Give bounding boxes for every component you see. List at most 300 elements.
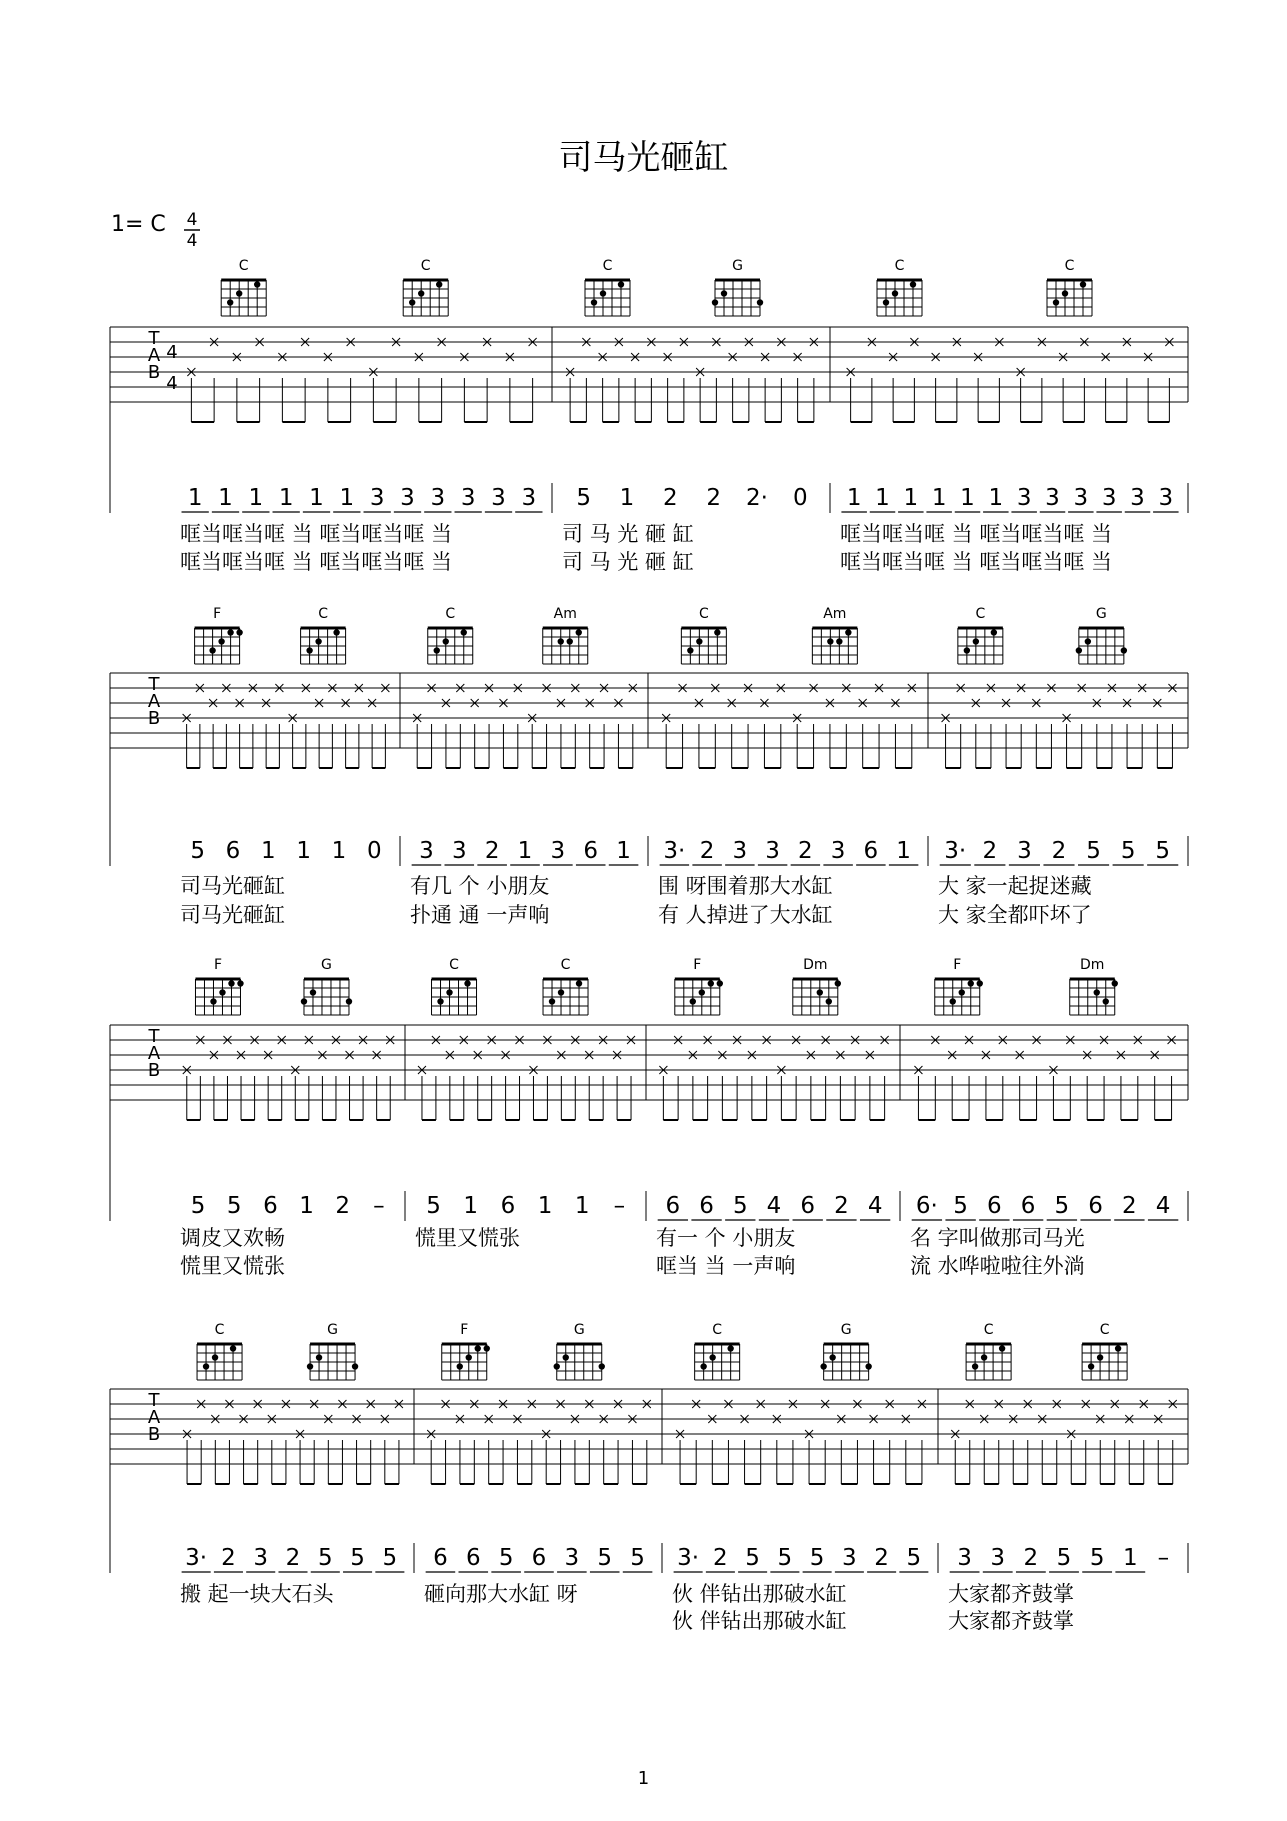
chord-finger-dot — [699, 989, 705, 995]
jianpu-note: 3 — [550, 838, 566, 864]
jianpu-note: 2 — [484, 838, 500, 864]
chord-name: C — [1099, 1322, 1110, 1338]
chord-name: Dm — [803, 957, 828, 973]
jianpu-note: 3· — [185, 1545, 208, 1571]
jianpu-note: 3 — [957, 1545, 972, 1571]
jianpu-note: 3 — [400, 485, 415, 511]
chord-finger-dot — [1088, 1363, 1094, 1369]
measure — [180, 258, 542, 574]
chord-name: C — [318, 606, 328, 622]
system — [110, 957, 1188, 1278]
jianpu-note: 3 — [419, 838, 434, 864]
jianpu-note: 5 — [317, 1545, 333, 1571]
tab-clef-letter: T — [148, 328, 160, 349]
lyric-line-2: 流 水哗啦啦往外淌 — [910, 1254, 1085, 1278]
chord-finger-dot — [712, 299, 718, 305]
jianpu-note: 6 — [263, 1193, 278, 1219]
chord-finger-dot — [950, 998, 956, 1004]
jianpu-note: 3 — [451, 838, 467, 864]
jianpu-note: 1 — [846, 485, 862, 511]
jianpu-note: 1 — [218, 485, 233, 511]
tab-clef-letter: A — [147, 345, 161, 366]
jianpu-note: 6 — [433, 1545, 448, 1571]
chord-finger-dot — [714, 629, 720, 635]
chord-finger-dot — [443, 638, 449, 644]
measure — [180, 957, 394, 1278]
lyric-line-1: 司马光砸缸 — [180, 874, 285, 898]
chord-finger-dot — [1103, 998, 1109, 1004]
chord-name: C — [983, 1322, 994, 1338]
chord-finger-dot — [333, 629, 339, 635]
jianpu-note: 2 — [1023, 1545, 1039, 1571]
chord-finger-dot — [591, 299, 597, 305]
lyric-line-1: 调皮又欢畅 — [180, 1226, 285, 1250]
chord-finger-dot — [845, 629, 851, 635]
jianpu-note: 3 — [1073, 485, 1089, 511]
lyric-line-1: 哐当哐当哐 当 哐当哐当哐 当 — [840, 522, 1113, 546]
chord-finger-dot — [981, 1354, 987, 1360]
chord-finger-dot — [307, 1363, 313, 1369]
jianpu-note: 5 — [1086, 838, 1101, 864]
chord-finger-dot — [1085, 638, 1091, 644]
chord-finger-dot — [817, 989, 823, 995]
lyric-line-1: 慌里又慌张 — [415, 1226, 520, 1250]
chord-finger-dot — [708, 980, 714, 986]
chord-finger-dot — [227, 299, 233, 305]
chord-finger-dot — [717, 980, 723, 986]
tab-clef-letter: B — [147, 362, 161, 383]
tab-clef-letter: B — [147, 708, 161, 729]
jianpu-note: 6 — [583, 838, 599, 864]
lyric-line-2: 扑通 通 一声响 — [410, 903, 550, 927]
measure — [938, 606, 1178, 927]
chord-finger-dot — [484, 1345, 490, 1351]
jianpu-note: 1 — [309, 485, 324, 511]
lyric-line-1: 搬 起一块大石头 — [180, 1582, 334, 1606]
chord-name: C — [894, 258, 905, 274]
tab-time-bottom: 4 — [166, 373, 178, 394]
jianpu-note: 5 — [906, 1545, 922, 1571]
chord-finger-dot — [475, 1345, 481, 1351]
jianpu-note: 5 — [1089, 1545, 1105, 1571]
time-signature-top: 4 — [186, 210, 198, 230]
chord-finger-dot — [436, 281, 442, 287]
jianpu-note: 1 — [339, 485, 355, 511]
jianpu-note: 3 — [430, 485, 446, 511]
chord-finger-dot — [865, 1363, 871, 1369]
chord-name: Am — [553, 606, 577, 622]
key-signature: 1= C — [111, 212, 166, 237]
chord-finger-dot — [1080, 281, 1086, 287]
chord-finger-dot — [1121, 647, 1127, 653]
jianpu-note: 1 — [960, 485, 975, 511]
jianpu-note: 1 — [1122, 1545, 1138, 1571]
jianpu-note: 3 — [491, 485, 506, 511]
chord-finger-dot — [236, 290, 242, 296]
chord-finger-dot — [618, 281, 624, 287]
page-number: 1 — [637, 1768, 650, 1789]
chord-name: F — [213, 957, 223, 973]
chord-name: C — [420, 258, 431, 274]
chord-finger-dot — [1112, 980, 1118, 986]
chord-finger-dot — [563, 1354, 569, 1360]
chord-name: G — [321, 957, 332, 973]
jianpu-note: 5 — [777, 1545, 793, 1571]
chord-finger-dot — [227, 629, 233, 635]
tab-clef-letter: T — [148, 674, 160, 695]
chord-finger-dot — [434, 647, 440, 653]
chord-finger-dot — [1053, 299, 1059, 305]
chord-name: G — [1095, 606, 1107, 622]
lyric-line-1: 司 马 光 砸 缸 — [562, 522, 694, 546]
jianpu-note: 6· — [915, 1193, 938, 1219]
chord-name: G — [732, 258, 743, 274]
jianpu-note: 3 — [1158, 485, 1174, 511]
lyric-line-1: 砸向那大水缸 呀 — [424, 1582, 578, 1606]
jianpu-note: 2 — [798, 838, 813, 864]
chord-finger-dot — [892, 290, 898, 296]
chord-finger-dot — [709, 1354, 715, 1360]
jianpu-note: 2 — [982, 838, 998, 864]
chord-finger-dot — [757, 299, 763, 305]
measure — [415, 957, 635, 1250]
lyric-line-1: 围 呀围着那大水缸 — [658, 874, 833, 898]
jianpu-note: 3· — [663, 838, 686, 864]
chord-name: G — [327, 1322, 338, 1338]
jianpu-note: 1 — [331, 838, 347, 864]
jianpu-note: 0 — [367, 838, 382, 864]
chord-finger-dot — [464, 980, 470, 986]
jianpu-note: 2 — [706, 485, 721, 511]
jianpu-note: 5 — [426, 1193, 441, 1219]
jianpu-note: 3 — [830, 838, 846, 864]
chord-finger-dot — [254, 281, 260, 287]
measure — [840, 258, 1179, 574]
jianpu-note: 3 — [842, 1545, 857, 1571]
jianpu-note: 2 — [699, 838, 715, 864]
jianpu-note: 2 — [1051, 838, 1067, 864]
jianpu-note: 5 — [382, 1545, 398, 1571]
jianpu-note: 5 — [350, 1545, 365, 1571]
tab-time-top: 4 — [166, 342, 178, 363]
jianpu-note: 1 — [619, 485, 635, 511]
jianpu-note: 5 — [498, 1545, 514, 1571]
jianpu-note: 6 — [800, 1193, 816, 1219]
jianpu-note: 1 — [875, 485, 890, 511]
chord-finger-dot — [1076, 647, 1082, 653]
jianpu-note: 4 — [867, 1193, 883, 1219]
jianpu-note: 1 — [463, 1193, 479, 1219]
chord-finger-dot — [599, 1363, 605, 1369]
measure — [180, 606, 389, 927]
jianpu-note: 2 — [874, 1545, 889, 1571]
jianpu-note: 5 — [732, 1193, 748, 1219]
tab-clef-letter: B — [147, 1060, 161, 1081]
chord-name: G — [573, 1322, 585, 1338]
jianpu-note: 5 — [1054, 1193, 1070, 1219]
chord-finger-dot — [315, 638, 321, 644]
chord-finger-dot — [409, 299, 415, 305]
lyric-line-2: 哐当哐当哐 当 哐当哐当哐 当 — [180, 550, 453, 574]
chord-finger-dot — [418, 290, 424, 296]
jianpu-note: 5 — [1155, 838, 1171, 864]
chord-name: F — [213, 606, 222, 622]
jianpu-note: 5 — [1056, 1545, 1072, 1571]
chord-name: Am — [823, 606, 847, 622]
jianpu-note: 3 — [1101, 485, 1117, 511]
chord-finger-dot — [1097, 1354, 1103, 1360]
jianpu-note: 3 — [369, 485, 385, 511]
measure — [410, 606, 638, 927]
jianpu-note: 1 — [261, 838, 276, 864]
jianpu-note: 1 — [903, 485, 919, 511]
jianpu-note: 1 — [299, 1193, 314, 1219]
chord-finger-dot — [826, 998, 832, 1004]
system — [110, 258, 1188, 574]
chord-finger-dot — [558, 989, 564, 995]
jianpu-note: 1 — [988, 485, 1004, 511]
jianpu-note: 6 — [699, 1193, 714, 1219]
jianpu-note: 3 — [253, 1545, 269, 1571]
chord-finger-dot — [690, 998, 696, 1004]
lyric-line-2: 慌里又慌张 — [180, 1254, 285, 1278]
jianpu-note: 4 — [1155, 1193, 1171, 1219]
lyric-line-1: 有几 个 小朋友 — [410, 874, 550, 898]
chord-finger-dot — [576, 629, 582, 635]
chord-finger-dot — [1062, 290, 1068, 296]
jianpu-note: 0 — [793, 485, 808, 511]
chord-name: C — [712, 1322, 723, 1338]
jianpu-note: 4 — [766, 1193, 782, 1219]
jianpu-note: – — [373, 1193, 385, 1219]
chord-finger-dot — [991, 629, 997, 635]
chord-finger-dot — [836, 638, 842, 644]
chord-name: F — [693, 957, 702, 973]
jianpu-note: 6 — [1020, 1193, 1036, 1219]
chord-finger-dot — [212, 1354, 218, 1360]
chord-name: C — [449, 957, 459, 973]
chord-finger-dot — [576, 980, 582, 986]
jianpu-note: 1 — [517, 838, 533, 864]
chord-finger-dot — [820, 1363, 826, 1369]
jianpu-note: 3 — [460, 485, 476, 511]
chord-name: F — [953, 957, 962, 973]
chord-finger-dot — [210, 998, 216, 1004]
chord-finger-dot — [558, 638, 564, 644]
chord-finger-dot — [549, 998, 555, 1004]
jianpu-note: 3 — [1017, 838, 1032, 864]
jianpu-note: 5 — [190, 1193, 206, 1219]
jianpu-note: 6 — [863, 838, 879, 864]
chord-finger-dot — [554, 1363, 560, 1369]
jianpu-note: 6 — [1088, 1193, 1103, 1219]
jianpu-note: 3 — [1045, 485, 1060, 511]
chord-finger-dot — [352, 1363, 358, 1369]
lyric-line-1: 哐当哐当哐 当 哐当哐当哐 当 — [180, 522, 453, 546]
tab-clef-letter: T — [148, 1026, 160, 1047]
lyric-line-2: 有 人掉进了大水缸 — [658, 903, 833, 927]
measure — [658, 606, 918, 927]
chord-finger-dot — [461, 629, 467, 635]
jianpu-note: 1 — [187, 485, 203, 511]
chord-finger-dot — [446, 989, 452, 995]
tab-clef-letter: B — [147, 1424, 161, 1445]
jianpu-note: – — [1157, 1545, 1170, 1571]
jianpu-note: 3 — [521, 485, 537, 511]
chord-name: Dm — [1080, 957, 1105, 973]
jianpu-note: 1 — [896, 838, 911, 864]
lyric-line-1: 大 家一起捉迷藏 — [938, 874, 1092, 898]
lyric-line-1: 名 字叫做那司马光 — [910, 1226, 1085, 1250]
measure — [910, 957, 1178, 1278]
tab-clef-letter: A — [147, 691, 161, 712]
chord-finger-dot — [237, 980, 243, 986]
jianpu-note: 3· — [944, 838, 967, 864]
chord-finger-dot — [219, 989, 225, 995]
chord-finger-dot — [228, 980, 234, 986]
chord-name: C — [602, 258, 613, 274]
chord-finger-dot — [972, 1363, 978, 1369]
tab-clef-letter: T — [148, 1390, 160, 1411]
lyric-line-2: 伙 伴钻出那破水缸 — [672, 1609, 847, 1633]
jianpu-note: 1 — [537, 1193, 553, 1219]
system — [110, 606, 1188, 927]
jianpu-note: 2 — [663, 485, 678, 511]
chord-finger-dot — [567, 638, 573, 644]
chord-name: C — [560, 957, 571, 973]
lyric-line-1: 伙 伴钻出那破水缸 — [672, 1582, 847, 1606]
jianpu-note: 1 — [248, 485, 264, 511]
chord-finger-dot — [835, 980, 841, 986]
jianpu-note: 2· — [746, 485, 768, 511]
chord-finger-dot — [316, 1354, 322, 1360]
jianpu-note: 1 — [931, 485, 947, 511]
lyric-line-2: 哐当 当 一声响 — [656, 1254, 796, 1278]
chord-finger-dot — [687, 647, 693, 653]
jianpu-note: 3· — [677, 1545, 700, 1571]
chord-name: C — [975, 606, 986, 622]
tab-clef-letter: A — [147, 1043, 161, 1064]
chord-name: C — [214, 1322, 225, 1338]
chord-finger-dot — [209, 647, 215, 653]
jianpu-note: 2 — [834, 1193, 849, 1219]
chord-finger-dot — [437, 998, 443, 1004]
tab-clef-letter: A — [147, 1407, 161, 1428]
jianpu-note: 6 — [665, 1193, 681, 1219]
song-title: 司马光砸缸 — [558, 138, 729, 178]
chord-finger-dot — [721, 290, 727, 296]
chord-finger-dot — [910, 281, 916, 287]
measure — [948, 1322, 1177, 1633]
chord-finger-dot — [310, 989, 316, 995]
chord-finger-dot — [973, 638, 979, 644]
chord-finger-dot — [999, 1345, 1005, 1351]
lyric-line-2: 哐当哐当哐 当 哐当哐当哐 当 — [840, 550, 1113, 574]
chord-name: F — [460, 1322, 469, 1338]
system — [110, 1322, 1188, 1633]
chord-name: C — [445, 606, 456, 622]
chord-finger-dot — [218, 638, 224, 644]
jianpu-note: 3 — [1130, 485, 1145, 511]
lyric-line-2: 司马光砸缸 — [180, 903, 285, 927]
jianpu-note: 6 — [465, 1545, 481, 1571]
jianpu-note: 5 — [576, 485, 591, 511]
chord-finger-dot — [727, 1345, 733, 1351]
lyric-line-1: 大家都齐鼓掌 — [948, 1582, 1074, 1606]
measure — [672, 1322, 928, 1633]
lyric-line-2: 大家都齐鼓掌 — [948, 1609, 1074, 1633]
jianpu-note: – — [613, 1193, 626, 1219]
jianpu-note: 1 — [616, 838, 631, 864]
jianpu-note: 6 — [987, 1193, 1002, 1219]
jianpu-note: 5 — [809, 1545, 825, 1571]
chord-finger-dot — [230, 1345, 236, 1351]
jianpu-note: 3 — [732, 838, 748, 864]
chord-finger-dot — [696, 638, 702, 644]
jianpu-note: 3 — [564, 1545, 580, 1571]
jianpu-note: 3 — [1016, 485, 1032, 511]
chord-name: G — [840, 1322, 852, 1338]
chord-finger-dot — [236, 629, 242, 635]
chord-name: C — [1064, 258, 1075, 274]
chord-finger-dot — [306, 647, 312, 653]
chord-finger-dot — [466, 1354, 472, 1360]
jianpu-note: 2 — [713, 1545, 728, 1571]
chord-finger-dot — [301, 998, 307, 1004]
chord-finger-dot — [829, 1354, 835, 1360]
jianpu-note: 1 — [296, 838, 311, 864]
jianpu-note: 6 — [225, 838, 241, 864]
chord-name: C — [698, 606, 709, 622]
jianpu-note: 3 — [765, 838, 780, 864]
measure — [656, 957, 890, 1278]
jianpu-note: 5 — [597, 1545, 613, 1571]
lyric-line-2: 司 马 光 砸 缸 — [562, 550, 694, 574]
chord-finger-dot — [457, 1363, 463, 1369]
chord-finger-dot — [1115, 1345, 1121, 1351]
jianpu-note: 5 — [953, 1193, 968, 1219]
chord-finger-dot — [964, 647, 970, 653]
chord-finger-dot — [827, 638, 833, 644]
chord-finger-dot — [883, 299, 889, 305]
chord-finger-dot — [977, 980, 983, 986]
jianpu-note: 5 — [190, 838, 205, 864]
chord-name: C — [238, 258, 249, 274]
jianpu-note: 2 — [1122, 1193, 1137, 1219]
jianpu-note: 2 — [335, 1193, 351, 1219]
chord-finger-dot — [600, 290, 606, 296]
measure — [562, 258, 818, 574]
chord-finger-dot — [700, 1363, 706, 1369]
jianpu-note: 1 — [278, 485, 294, 511]
jianpu-note: 5 — [1120, 838, 1136, 864]
chord-finger-dot — [203, 1363, 209, 1369]
chord-finger-dot — [968, 980, 974, 986]
chord-finger-dot — [346, 998, 352, 1004]
chord-finger-dot — [1094, 989, 1100, 995]
lyric-line-2: 大 家全都吓坏了 — [938, 903, 1092, 927]
lyric-line-1: 有一 个 小朋友 — [656, 1226, 796, 1250]
jianpu-note: 5 — [226, 1193, 242, 1219]
chord-finger-dot — [959, 989, 965, 995]
jianpu-note: 5 — [630, 1545, 645, 1571]
jianpu-note: 6 — [500, 1193, 516, 1219]
jianpu-note: 6 — [531, 1545, 547, 1571]
jianpu-note: 5 — [745, 1545, 760, 1571]
jianpu-note: 1 — [574, 1193, 590, 1219]
jianpu-note: 2 — [221, 1545, 236, 1571]
time-signature-bottom: 4 — [186, 231, 198, 251]
